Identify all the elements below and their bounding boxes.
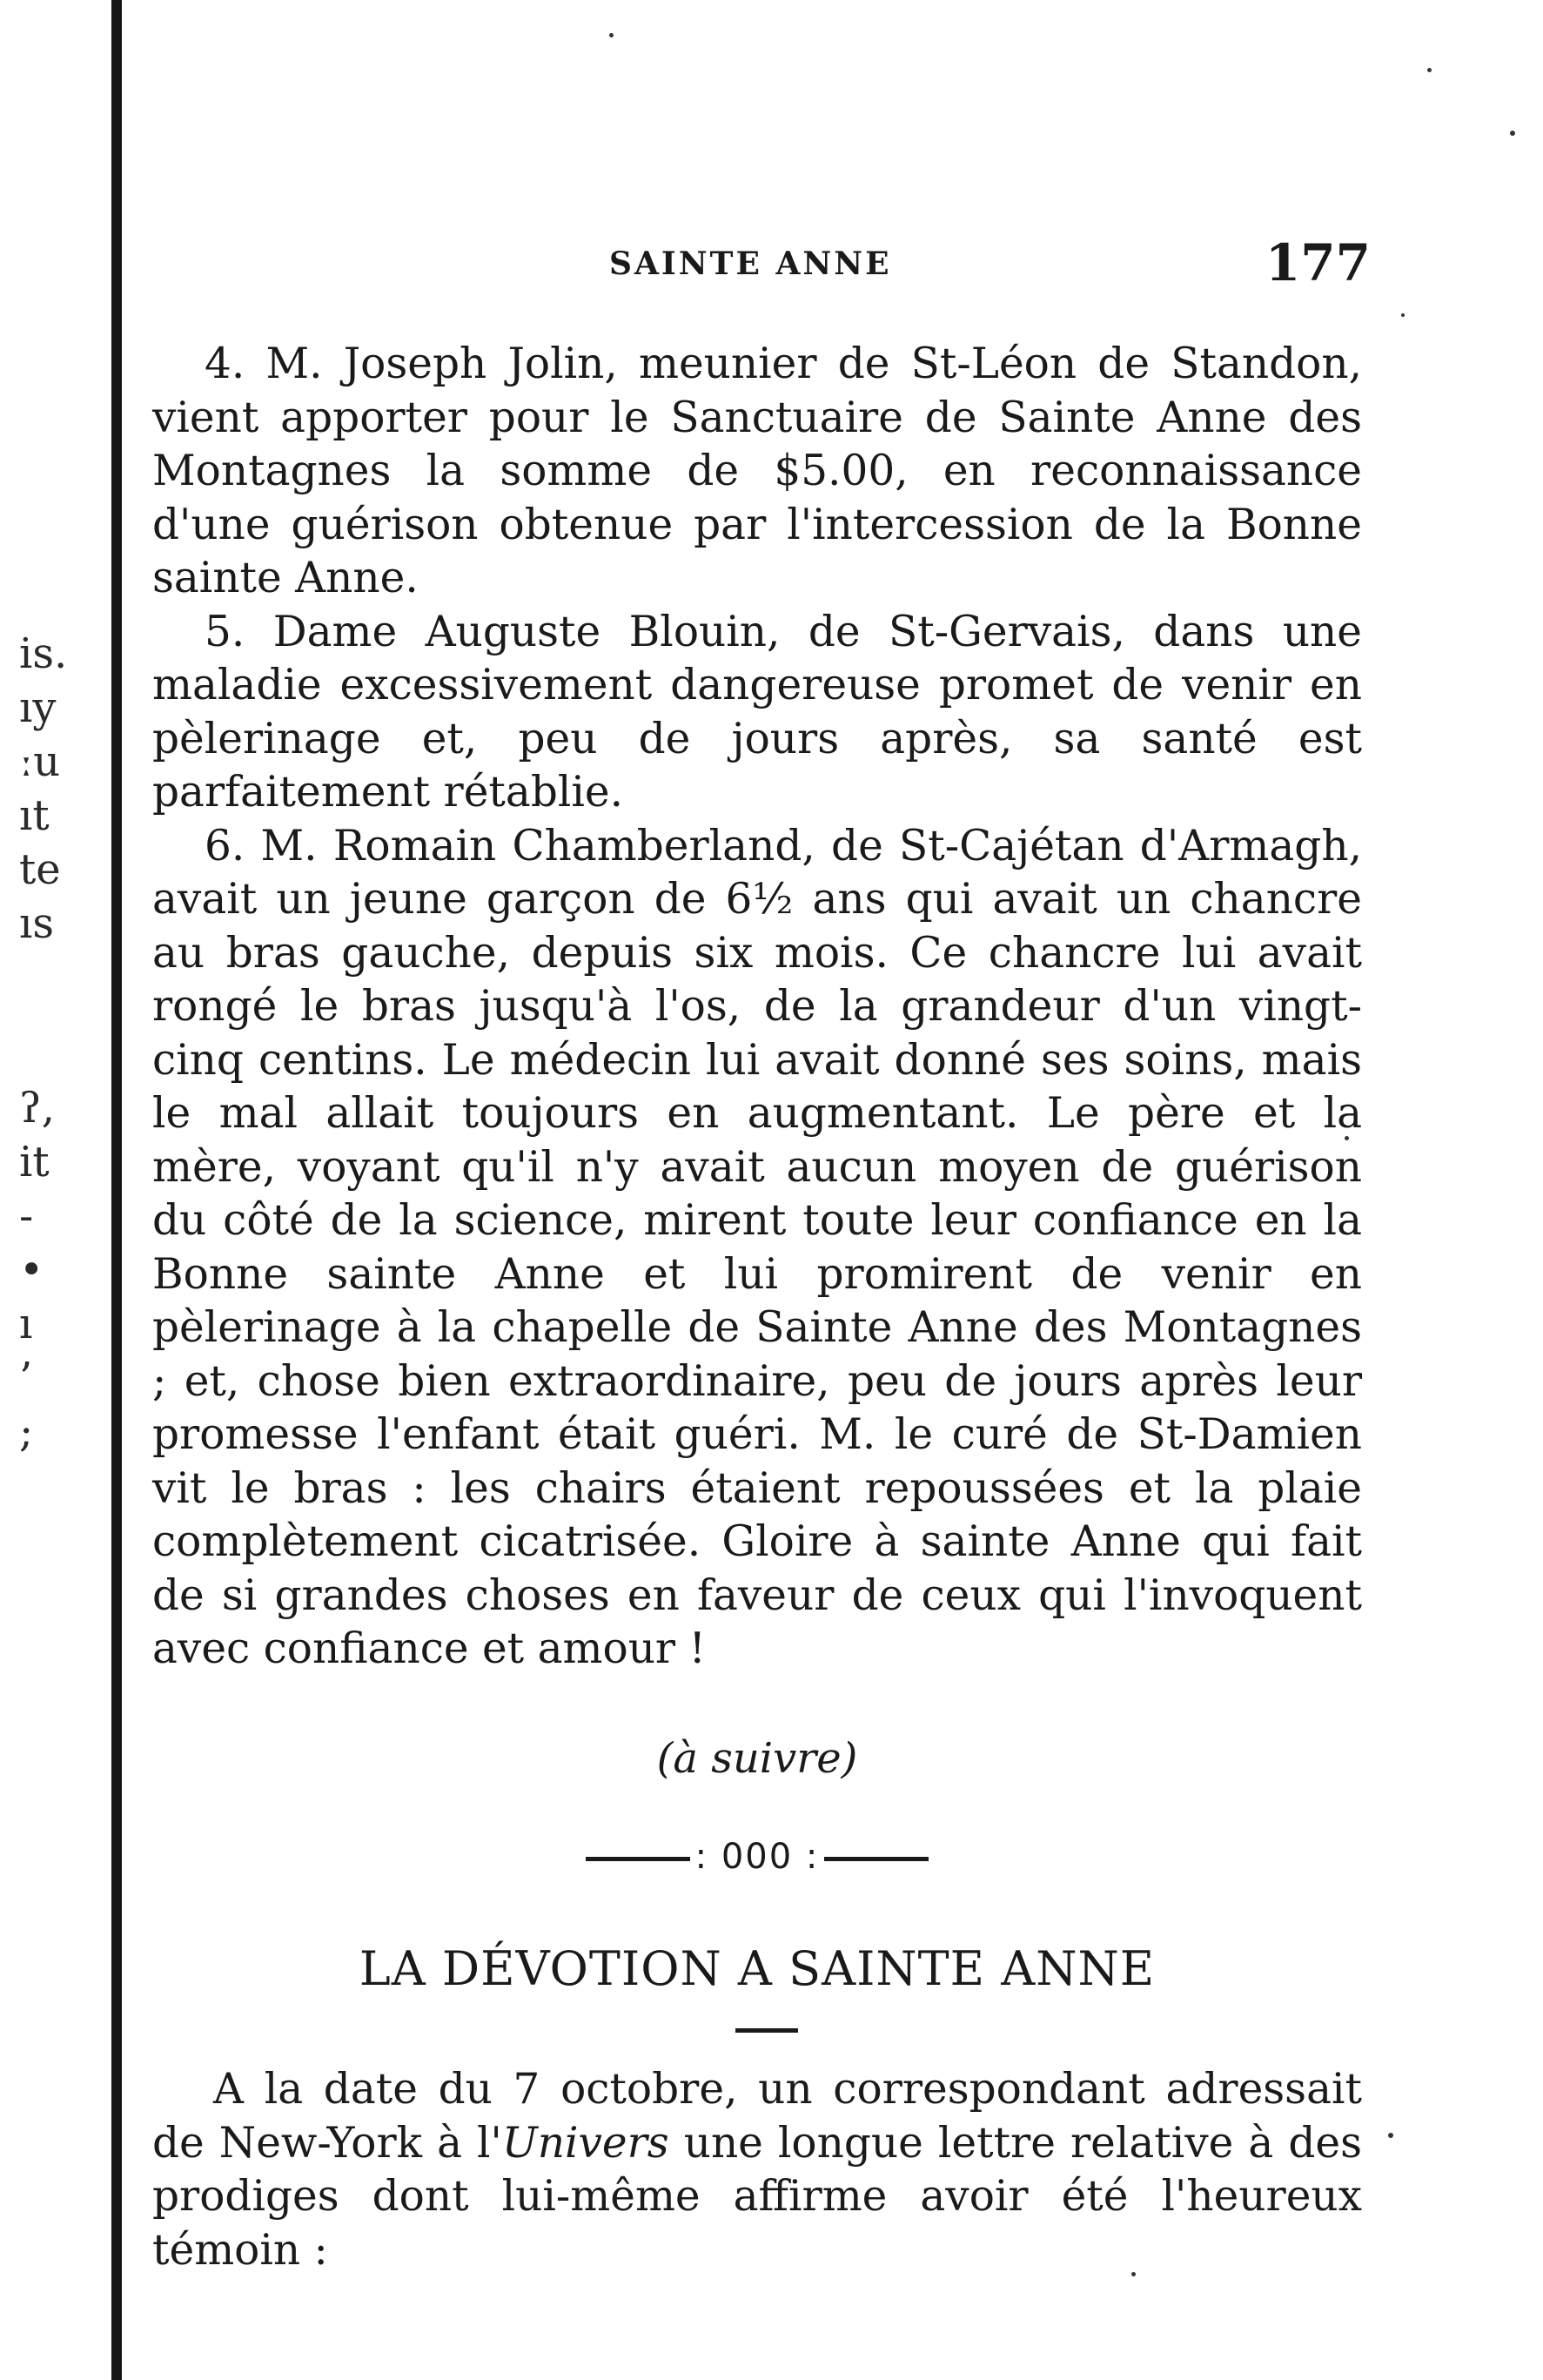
running-title: SAINTE ANNE xyxy=(609,245,892,282)
bleed-fragment: ; xyxy=(19,1408,34,1456)
facing-page-bleed xyxy=(19,627,106,1459)
bleed-fragment: ıy xyxy=(19,683,57,732)
title-underline xyxy=(735,2028,798,2033)
body-text xyxy=(152,338,1362,1677)
separator-rule-left xyxy=(586,1857,690,1861)
bleed-fragment: - xyxy=(19,1192,34,1240)
numbered-item: 5. Dame Auguste Blouin, de St-Gervais, dans une maladie excessivement dangereuse promet de venir en pèlerinage et, peu de jours après, sa santé est parfaitement rétablie. xyxy=(152,607,1362,817)
running-head xyxy=(152,233,1371,294)
section-separator xyxy=(152,1837,1362,1877)
bleed-fragment: ːu xyxy=(19,737,61,786)
separator-text: : 000 : xyxy=(694,1837,820,1877)
to-be-continued: (à suivre) xyxy=(656,1734,858,1783)
bleed-fragment: ıs xyxy=(19,899,54,948)
journal-name: Univers xyxy=(501,2118,669,2168)
binding-edge xyxy=(111,0,122,2380)
bleed-fragment: ı xyxy=(19,1300,33,1348)
intro-text-start: A la date du 7 octobre, un correspondant adressait de New-York à l' xyxy=(152,2065,1362,2168)
bleed-fragment: it xyxy=(19,1138,50,1187)
page-number: 177 xyxy=(1265,233,1371,292)
bleed-fragment: is. xyxy=(19,629,68,678)
section-title: LA DÉVOTION A SAINTE ANNE xyxy=(359,1941,1156,1996)
bleed-fragment: • xyxy=(19,1246,44,1294)
bleed-fragment: ıt xyxy=(19,791,50,840)
bleed-fragment: te xyxy=(19,845,61,894)
numbered-item: 6. M. Romain Chamberland, de St-Cajétan d'Armagh, avait un jeune garçon de 6½ ans qui avait un chancre au bras gauche, depuis six mois. Ce chancre lui avait rongé le bras jusqu'à l'os, de la grandeur d'un vingt-cinq centins. Le médecin lui avait donné ses soins, mais le mal allait toujours en augmentant. Le père et la mère, voyant qu'il n'y avait aucun moyen de guérison du côté de la science, mirent toute leur confiance en la Bonne sainte Anne et lui promirent de venir en pèlerinage à la chapelle de Sainte Anne des Montagnes ; et, chose bien extraordinaire, peu de jours après leur promesse l'enfant était guéri. M. le curé de St-Damien vit le bras : les chairs étaient repoussées et la plaie complètement cicatrisée. Gloire à sainte Anne qui fait de si grandes choses en faveur de ceux qui l'invoquent avec confiance et amour ! xyxy=(152,821,1362,1673)
bleed-fragment: ʔ, xyxy=(19,1084,55,1133)
intro-paragraph xyxy=(152,2063,1362,2277)
separator-rule-right xyxy=(824,1857,929,1861)
numbered-item: 4. M. Joseph Jolin, meunier de St-Léon de Standon, vient apporter pour le Sanctuaire de Sainte Anne des Montagnes la somme de $5.00, en reconnaissance d'une guérison obtenue par l'intercession de la Bonne sainte Anne. xyxy=(152,340,1362,602)
intro-text-end: une longue lettre relative à des prodiges dont lui-même affirme avoir été l'heureux témoin : xyxy=(152,2118,1362,2275)
bleed-fragment: ’ xyxy=(19,1354,33,1402)
